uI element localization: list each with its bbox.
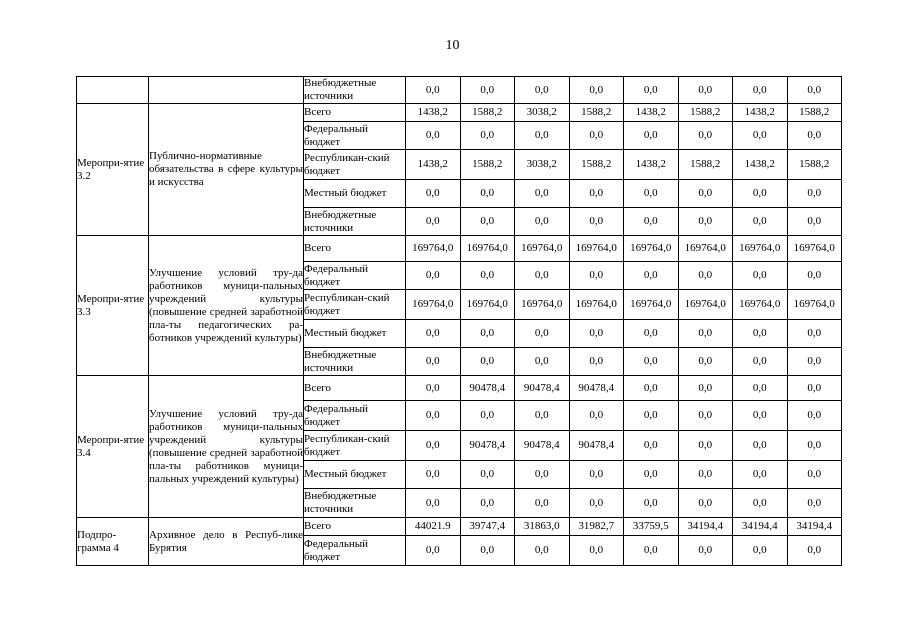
amount-cell: 90478,4 [569, 376, 624, 401]
amount-cell: 0,0 [515, 461, 570, 489]
amount-cell: 90478,4 [569, 431, 624, 461]
amount-cell: 0,0 [733, 320, 788, 348]
amount-cell: 0,0 [460, 489, 515, 518]
amount-cell: 0,0 [733, 262, 788, 290]
amount-cell: 90478,4 [515, 376, 570, 401]
activity-name-cell [149, 77, 304, 104]
activity-name-cell: Улучшение условий тру-да работников муници-пальных учреждений культуры (повышение средней заработной пла-ты работников муници-пальных учреждений культуры) [149, 376, 304, 518]
amount-cell: 169764,0 [678, 236, 733, 262]
amount-cell: 3038,2 [515, 104, 570, 122]
amount-cell: 0,0 [733, 431, 788, 461]
amount-cell: 0,0 [624, 376, 679, 401]
amount-cell: 1438,2 [624, 150, 679, 180]
amount-cell: 0,0 [624, 489, 679, 518]
amount-cell: 3038,2 [515, 150, 570, 180]
amount-cell: 1588,2 [569, 150, 624, 180]
amount-cell: 0,0 [569, 461, 624, 489]
amount-cell: 0,0 [406, 180, 461, 208]
amount-cell: 0,0 [787, 262, 842, 290]
amount-cell: 0,0 [678, 431, 733, 461]
amount-cell: 0,0 [733, 376, 788, 401]
amount-cell: 0,0 [624, 208, 679, 236]
amount-cell: 0,0 [515, 320, 570, 348]
amount-cell: 0,0 [733, 122, 788, 150]
amount-cell: 0,0 [569, 77, 624, 104]
amount-cell: 1438,2 [733, 104, 788, 122]
amount-cell: 0,0 [787, 77, 842, 104]
funding-source-cell: Внебюджетные источники [304, 489, 406, 518]
amount-cell: 0,0 [787, 489, 842, 518]
amount-cell: 34194,4 [678, 518, 733, 536]
funding-source-cell: Федеральный бюджет [304, 401, 406, 431]
funding-source-cell: Федеральный бюджет [304, 536, 406, 566]
amount-cell: 0,0 [678, 320, 733, 348]
funding-source-cell: Всего [304, 104, 406, 122]
amount-cell: 169764,0 [733, 236, 788, 262]
amount-cell: 0,0 [678, 461, 733, 489]
amount-cell: 0,0 [624, 180, 679, 208]
amount-cell: 0,0 [733, 489, 788, 518]
amount-cell: 0,0 [787, 122, 842, 150]
amount-cell: 0,0 [406, 431, 461, 461]
amount-cell: 0,0 [515, 348, 570, 376]
amount-cell: 0,0 [733, 180, 788, 208]
amount-cell: 0,0 [515, 122, 570, 150]
amount-cell: 0,0 [678, 401, 733, 431]
amount-cell: 0,0 [733, 208, 788, 236]
amount-cell: 169764,0 [406, 236, 461, 262]
amount-cell: 169764,0 [733, 290, 788, 320]
amount-cell: 39747,4 [460, 518, 515, 536]
amount-cell: 0,0 [460, 208, 515, 236]
amount-cell: 0,0 [624, 77, 679, 104]
amount-cell: 169764,0 [515, 290, 570, 320]
amount-cell: 169764,0 [406, 290, 461, 320]
table-row [77, 104, 842, 122]
funding-source-cell: Всего [304, 376, 406, 401]
amount-cell: 0,0 [515, 262, 570, 290]
activity-code-cell: Меропри-ятие 3.2 [77, 104, 149, 236]
activity-code-cell: Меропри-ятие 3.4 [77, 376, 149, 518]
amount-cell: 0,0 [787, 376, 842, 401]
amount-cell: 1588,2 [678, 150, 733, 180]
amount-cell: 0,0 [515, 208, 570, 236]
amount-cell: 0,0 [515, 489, 570, 518]
funding-source-cell: Всего [304, 518, 406, 536]
amount-cell: 0,0 [460, 348, 515, 376]
amount-cell: 0,0 [624, 461, 679, 489]
amount-cell: 0,0 [569, 180, 624, 208]
funding-source-cell: Республикан-ский бюджет [304, 431, 406, 461]
amount-cell: 0,0 [406, 262, 461, 290]
amount-cell: 0,0 [678, 489, 733, 518]
amount-cell: 0,0 [460, 536, 515, 566]
amount-cell: 0,0 [406, 320, 461, 348]
amount-cell: 0,0 [406, 122, 461, 150]
amount-cell: 0,0 [569, 536, 624, 566]
activity-name-cell: Публично-нормативные обязательства в сфере культуры и искусства [149, 104, 304, 236]
amount-cell: 1588,2 [787, 104, 842, 122]
amount-cell: 0,0 [569, 348, 624, 376]
amount-cell: 0,0 [569, 122, 624, 150]
amount-cell: 0,0 [569, 401, 624, 431]
funding-source-cell: Федеральный бюджет [304, 122, 406, 150]
funding-source-cell: Федеральный бюджет [304, 262, 406, 290]
amount-cell: 90478,4 [460, 431, 515, 461]
amount-cell: 90478,4 [460, 376, 515, 401]
amount-cell: 0,0 [406, 348, 461, 376]
activity-code-cell: Меропри-ятие 3.3 [77, 236, 149, 376]
amount-cell: 44021.9 [406, 518, 461, 536]
amount-cell: 90478,4 [515, 431, 570, 461]
amount-cell: 34194,4 [787, 518, 842, 536]
amount-cell: 0,0 [624, 262, 679, 290]
amount-cell: 169764,0 [787, 236, 842, 262]
budget-table-body [77, 77, 842, 566]
activity-name-cell: Архивное дело в Респуб-лике Бурятия [149, 518, 304, 566]
amount-cell: 0,0 [624, 348, 679, 376]
amount-cell: 1588,2 [569, 104, 624, 122]
activity-code-cell: Подпро-грамма 4 [77, 518, 149, 566]
amount-cell: 0,0 [733, 348, 788, 376]
amount-cell: 0,0 [569, 262, 624, 290]
amount-cell: 0,0 [406, 376, 461, 401]
amount-cell: 1588,2 [678, 104, 733, 122]
amount-cell: 31982,7 [569, 518, 624, 536]
funding-source-cell: Местный бюджет [304, 180, 406, 208]
amount-cell: 33759,5 [624, 518, 679, 536]
amount-cell: 0,0 [787, 461, 842, 489]
amount-cell: 0,0 [787, 431, 842, 461]
amount-cell: 0,0 [787, 348, 842, 376]
funding-source-cell: Республикан-ский бюджет [304, 150, 406, 180]
amount-cell: 0,0 [460, 122, 515, 150]
amount-cell: 0,0 [460, 180, 515, 208]
amount-cell: 0,0 [569, 320, 624, 348]
amount-cell: 169764,0 [569, 290, 624, 320]
amount-cell: 169764,0 [460, 290, 515, 320]
table-row [77, 236, 842, 262]
amount-cell: 169764,0 [460, 236, 515, 262]
funding-source-cell: Местный бюджет [304, 461, 406, 489]
amount-cell: 0,0 [624, 320, 679, 348]
amount-cell: 1588,2 [460, 150, 515, 180]
amount-cell: 1588,2 [460, 104, 515, 122]
amount-cell: 0,0 [678, 376, 733, 401]
amount-cell: 0,0 [678, 536, 733, 566]
amount-cell: 0,0 [787, 536, 842, 566]
amount-cell: 0,0 [624, 401, 679, 431]
amount-cell: 169764,0 [624, 236, 679, 262]
amount-cell: 0,0 [787, 180, 842, 208]
amount-cell: 0,0 [406, 489, 461, 518]
amount-cell: 0,0 [733, 77, 788, 104]
amount-cell: 1588,2 [787, 150, 842, 180]
amount-cell: 0,0 [406, 536, 461, 566]
activity-code-cell [77, 77, 149, 104]
amount-cell: 169764,0 [569, 236, 624, 262]
amount-cell: 0,0 [678, 77, 733, 104]
funding-source-cell: Всего [304, 236, 406, 262]
funding-source-cell: Внебюджетные источники [304, 208, 406, 236]
activity-name-cell: Улучшение условий тру-да работников муници-пальных учреждений культуры (повышение средней заработной пла-ты педагогических ра-ботников учреждений культуры) [149, 236, 304, 376]
amount-cell: 0,0 [460, 320, 515, 348]
funding-source-cell: Местный бюджет [304, 320, 406, 348]
amount-cell: 169764,0 [678, 290, 733, 320]
amount-cell: 1438,2 [406, 104, 461, 122]
amount-cell: 0,0 [515, 77, 570, 104]
amount-cell: 0,0 [569, 208, 624, 236]
funding-source-cell: Внебюджетные источники [304, 348, 406, 376]
budget-table [76, 76, 842, 566]
amount-cell: 0,0 [624, 122, 679, 150]
amount-cell: 0,0 [733, 401, 788, 431]
amount-cell: 0,0 [787, 401, 842, 431]
funding-source-cell: Внебюджетные источники [304, 77, 406, 104]
amount-cell: 169764,0 [515, 236, 570, 262]
amount-cell: 0,0 [406, 461, 461, 489]
amount-cell: 31863,0 [515, 518, 570, 536]
table-row [77, 376, 842, 401]
amount-cell: 169764,0 [787, 290, 842, 320]
amount-cell: 0,0 [787, 208, 842, 236]
amount-cell: 1438,2 [406, 150, 461, 180]
table-row [77, 518, 842, 536]
amount-cell: 0,0 [406, 208, 461, 236]
amount-cell: 0,0 [733, 461, 788, 489]
amount-cell: 0,0 [733, 536, 788, 566]
amount-cell: 34194,4 [733, 518, 788, 536]
page-number: 10 [445, 38, 460, 53]
amount-cell: 0,0 [624, 431, 679, 461]
amount-cell: 0,0 [460, 401, 515, 431]
amount-cell: 0,0 [406, 77, 461, 104]
amount-cell: 0,0 [460, 262, 515, 290]
amount-cell: 0,0 [515, 401, 570, 431]
amount-cell: 0,0 [569, 489, 624, 518]
amount-cell: 0,0 [624, 536, 679, 566]
amount-cell: 169764,0 [624, 290, 679, 320]
amount-cell: 0,0 [678, 180, 733, 208]
funding-source-cell: Республикан-ский бюджет [304, 290, 406, 320]
amount-cell: 0,0 [460, 77, 515, 104]
amount-cell: 0,0 [787, 320, 842, 348]
table-row [77, 77, 842, 104]
amount-cell: 0,0 [515, 536, 570, 566]
amount-cell: 0,0 [678, 348, 733, 376]
amount-cell: 0,0 [460, 461, 515, 489]
amount-cell: 0,0 [678, 208, 733, 236]
amount-cell: 0,0 [678, 262, 733, 290]
amount-cell: 1438,2 [733, 150, 788, 180]
amount-cell: 0,0 [678, 122, 733, 150]
amount-cell: 0,0 [515, 180, 570, 208]
amount-cell: 1438,2 [624, 104, 679, 122]
amount-cell: 0,0 [406, 401, 461, 431]
